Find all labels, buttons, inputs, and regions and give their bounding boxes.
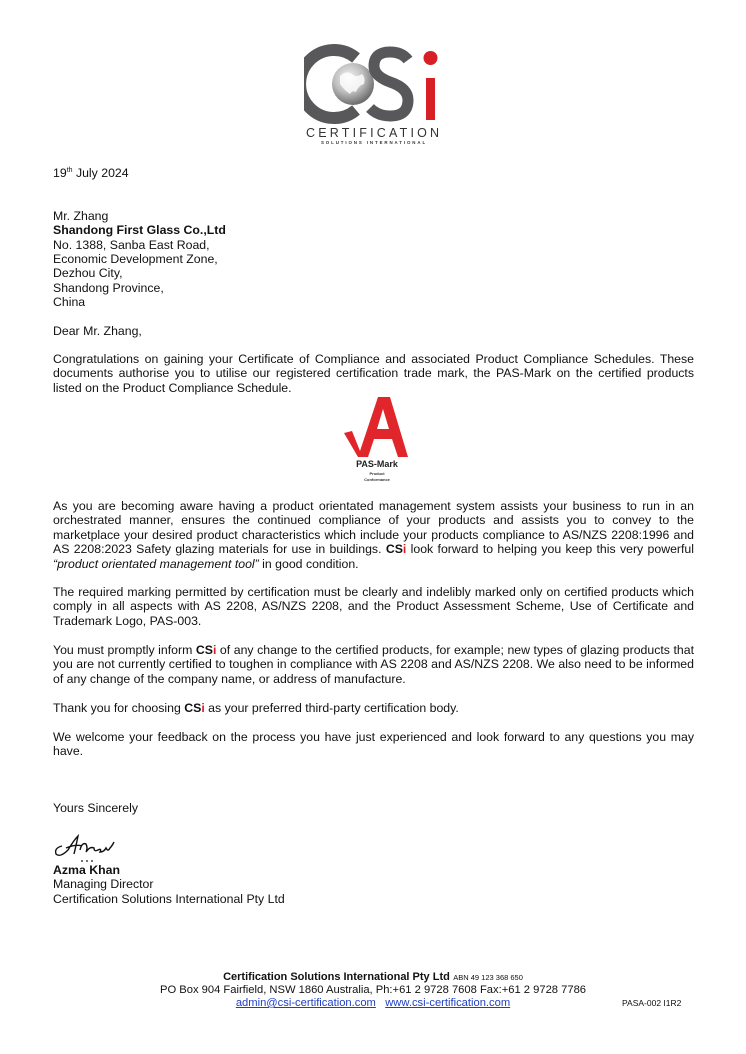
paragraph-management-system: As you are becoming aware having a product orientated management system assists your business to run in an orchestrated manner, ensures the continued compliance of your products and assists you to convey to the marketplace your desired product characteristics which include your products compliance to AS/NZS 2208:1996 and AS 2208:2023 Safety glazing materials for use in buildings. CSi look forward to helping you keep this very powerful “product orientated management tool” in good condition. — [53, 499, 694, 571]
pas-mark-a-icon — [344, 395, 410, 459]
paragraph-thank-you: Thank you for choosing CSi as your preferred third-party certification body. — [53, 701, 459, 715]
pas-mark-sub1: Product — [369, 471, 385, 476]
csi-logo-mark-icon — [304, 44, 446, 124]
signature-icon — [52, 830, 126, 864]
signatory-name: Azma Khan — [53, 863, 120, 877]
letter-date: 19th July 2024 — [53, 166, 129, 180]
address-line: Shandong Province, — [53, 281, 164, 295]
logo-solutions-text: SOLUTIONS INTERNATIONAL — [320, 140, 428, 145]
footer-email-link[interactable]: admin@csi-certification.com — [235, 997, 376, 1009]
address-line: No. 1388, Sanba East Road, — [53, 238, 210, 252]
pas-mark-label: PAS-Mark — [356, 459, 398, 469]
recipient-company: Shandong First Glass Co.,Ltd — [53, 223, 226, 237]
paragraph-marking: The required marking permitted by certification must be clearly and indelibly marked only on certified products which comply in all aspects with AS 2208, AS/NZS 2208, and the Product Assessment Scheme, Use of Certificate and Trademark Logo, PAS-003. — [53, 585, 694, 628]
signatory-organisation: Certification Solutions International Pty Ltd — [53, 892, 285, 906]
footer-company: Certification Solutions International Pty Ltd — [223, 971, 450, 983]
signatory-title: Managing Director — [53, 877, 154, 891]
logo-certification-text: CERTIFICATION — [306, 126, 443, 140]
document-code: PASA-002 I1R2 — [622, 998, 682, 1008]
paragraph-inform-changes: You must promptly inform CSi of any change to the certified products, for example; new types of glazing products that you are not currently certified to toughen in compliance with AS 2208 and AS/NZS 2208. We also need to be informed of any change of the company name, or address of manufacture. — [53, 643, 694, 686]
paragraph-certificate: Congratulations on gaining your Certificate of Compliance and associated Product Compliance Schedules. These documents authorise you to utilise our registered certification trade mark, the PAS-Mark on the certified products listed on the Product Compliance Schedule. — [53, 352, 694, 395]
footer-website-link[interactable]: www.csi-certification.com — [385, 997, 511, 1009]
recipient-name: Mr. Zhang — [53, 209, 109, 223]
valediction: Yours Sincerely — [53, 801, 138, 815]
paragraph-feedback: We welcome your feedback on the process you have just experienced and look forward to any questions you may have. — [53, 730, 694, 759]
salutation: Dear Mr. Zhang, — [53, 324, 142, 338]
address-line: Dezhou City, — [53, 266, 123, 280]
footer-address: PO Box 904 Fairfield, NSW 1860 Australia, Ph:+61 2 9728 7608 Fax:+61 2 9728 7786 — [159, 984, 587, 996]
address-line: Economic Development Zone, — [53, 252, 218, 266]
footer-abn: ABN 49 123 368 650 — [453, 973, 523, 982]
footer-company-line — [0, 970, 746, 984]
address-line: China — [53, 295, 86, 309]
pas-mark-sub2: Conformance — [364, 477, 390, 482]
